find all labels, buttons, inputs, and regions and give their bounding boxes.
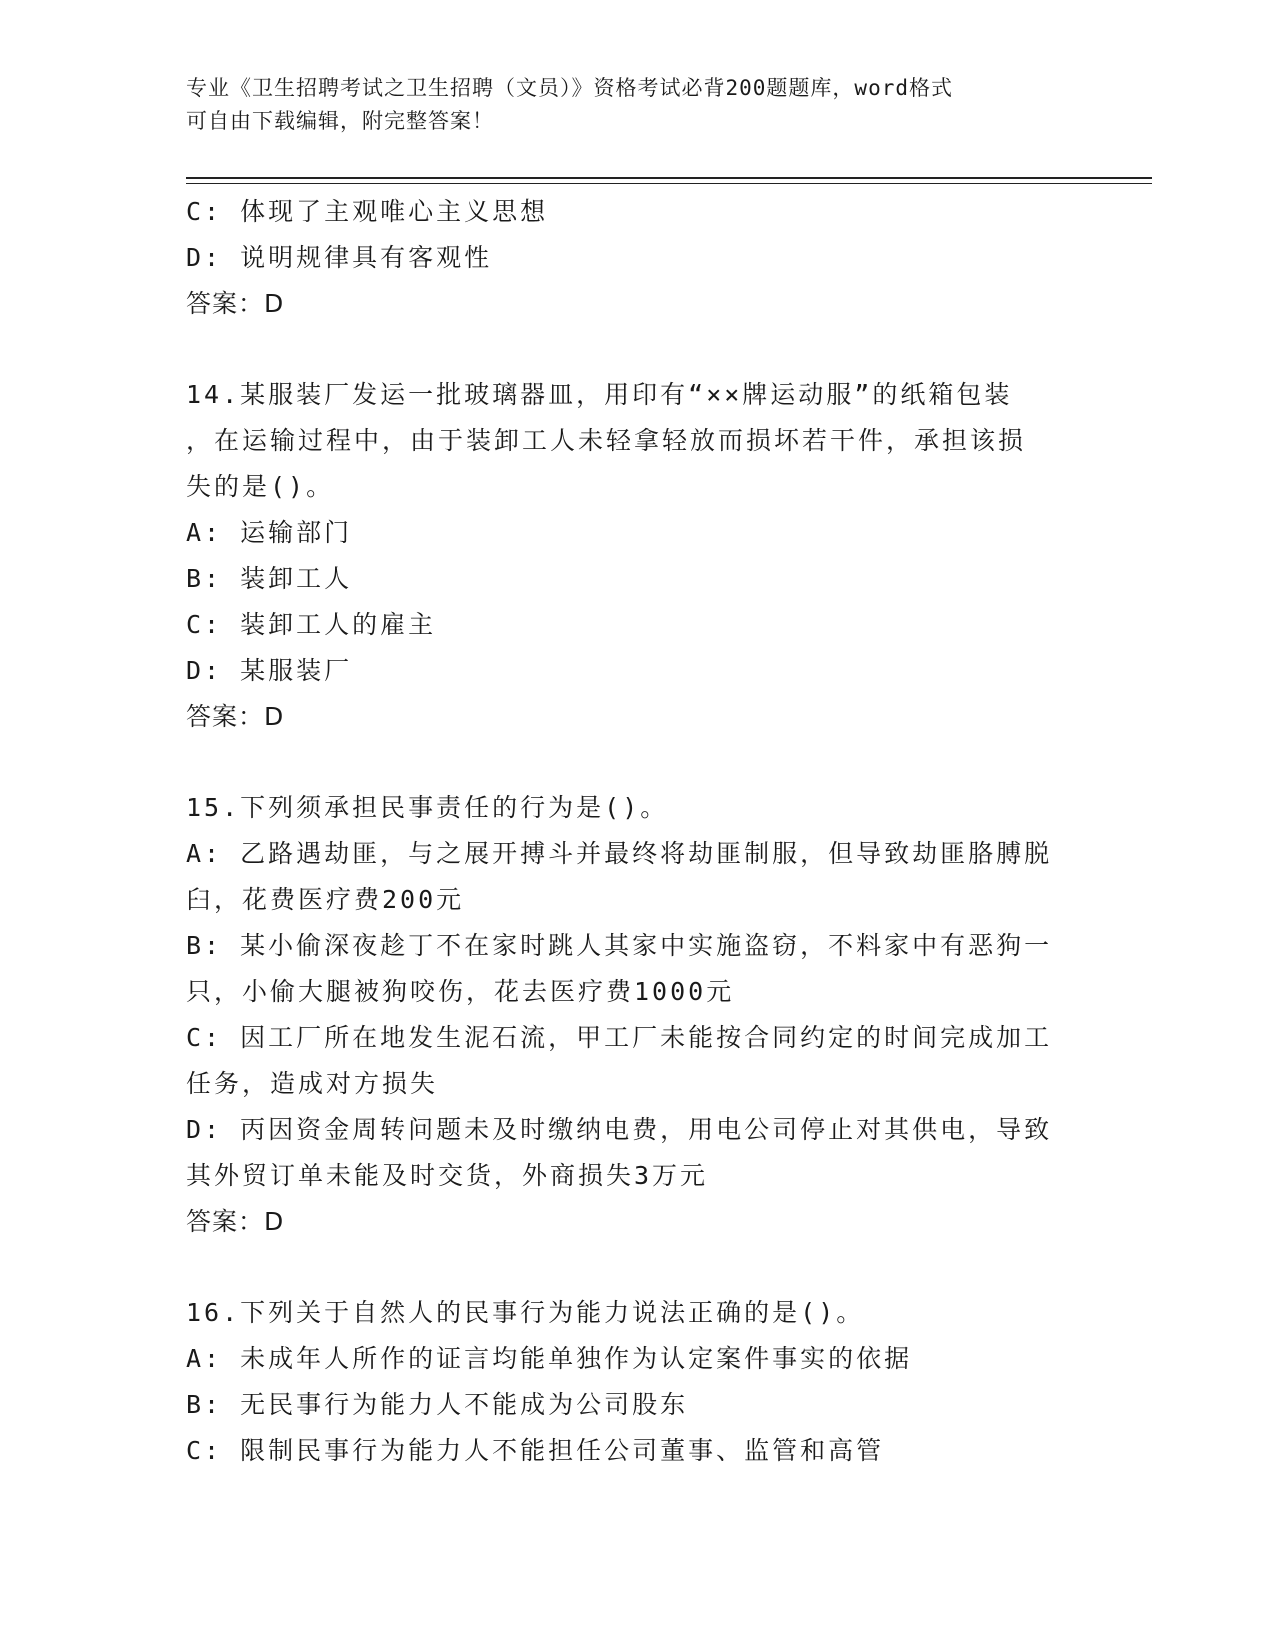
question-content — [186, 189, 1086, 1474]
q14-option-a: A: 运输部门 — [186, 518, 353, 547]
q14-stem-line-3: 失的是()。 — [186, 472, 335, 501]
spacer — [186, 1245, 1086, 1290]
q14-stem-line-2: ，在运输过程中，由于装卸工人未轻拿轻放而损坏若干件，承担该损 — [186, 426, 1027, 455]
q14-stem-line-1: 14.某服装厂发运一批玻璃器皿，用印有“××牌运动服”的纸箱包装 — [186, 380, 1013, 409]
header-title-line-2: 可自由下载编辑，附完整答案！ — [186, 109, 494, 133]
q15-option-b-line-1: B: 某小偷深夜趁丁不在家时跳人其家中实施盗窃，不料家中有恶狗一 — [186, 931, 1053, 960]
q15-option-c-line-1: C: 因工厂所在地发生泥石流，甲工厂未能按合同约定的时间完成加工 — [186, 1023, 1053, 1052]
q15-option-c-line-2: 任务，造成对方损失 — [186, 1069, 439, 1098]
spacer — [186, 740, 1086, 785]
question-15 — [186, 785, 1086, 1245]
q14-option-b: B: 装卸工人 — [186, 564, 353, 593]
q15-stem: 15.下列须承担民事责任的行为是()。 — [186, 793, 669, 822]
q16-option-b: B: 无民事行为能力人不能成为公司股东 — [186, 1390, 689, 1419]
header-title-line-1: 专业《卫生招聘考试之卫生招聘（文员）》资格考试必背200题题库，word格式 — [186, 76, 953, 100]
question-14 — [186, 372, 1086, 740]
q15-option-a-line-1: A: 乙路遇劫匪，与之展开搏斗并最终将劫匪制服，但导致劫匪胳膊脱 — [186, 839, 1053, 868]
q15-answer: 答案：D — [186, 1207, 285, 1236]
q15-option-b-line-2: 只，小偷大腿被狗咬伤，花去医疗费1000元 — [186, 977, 735, 1006]
question-16 — [186, 1290, 1086, 1474]
q16-stem: 16.下列关于自然人的民事行为能力说法正确的是()。 — [186, 1298, 865, 1327]
spacer — [186, 327, 1086, 372]
q14-option-d: D: 某服装厂 — [186, 656, 353, 685]
q16-option-c: C: 限制民事行为能力人不能担任公司董事、监管和高管 — [186, 1436, 885, 1465]
q15-option-d-line-1: D: 丙因资金周转问题未及时缴纳电费，用电公司停止对其供电，导致 — [186, 1115, 1053, 1144]
document-header — [186, 72, 1066, 138]
q13-option-c: C: 体现了主观唯心主义思想 — [186, 197, 549, 226]
header-divider-thin — [186, 183, 1152, 184]
q14-answer: 答案：D — [186, 702, 285, 731]
q16-option-a: A: 未成年人所作的证言均能单独作为认定案件事实的依据 — [186, 1344, 913, 1373]
q13-option-d: D: 说明规律具有客观性 — [186, 243, 493, 272]
q13-answer: 答案：D — [186, 289, 285, 318]
q15-option-d-line-2: 其外贸订单未能及时交货，外商损失3万元 — [186, 1161, 709, 1190]
header-divider-thick — [186, 177, 1152, 179]
question-13-tail — [186, 189, 1086, 327]
q15-option-a-line-2: 臼，花费医疗费200元 — [186, 885, 465, 914]
q14-option-c: C: 装卸工人的雇主 — [186, 610, 437, 639]
